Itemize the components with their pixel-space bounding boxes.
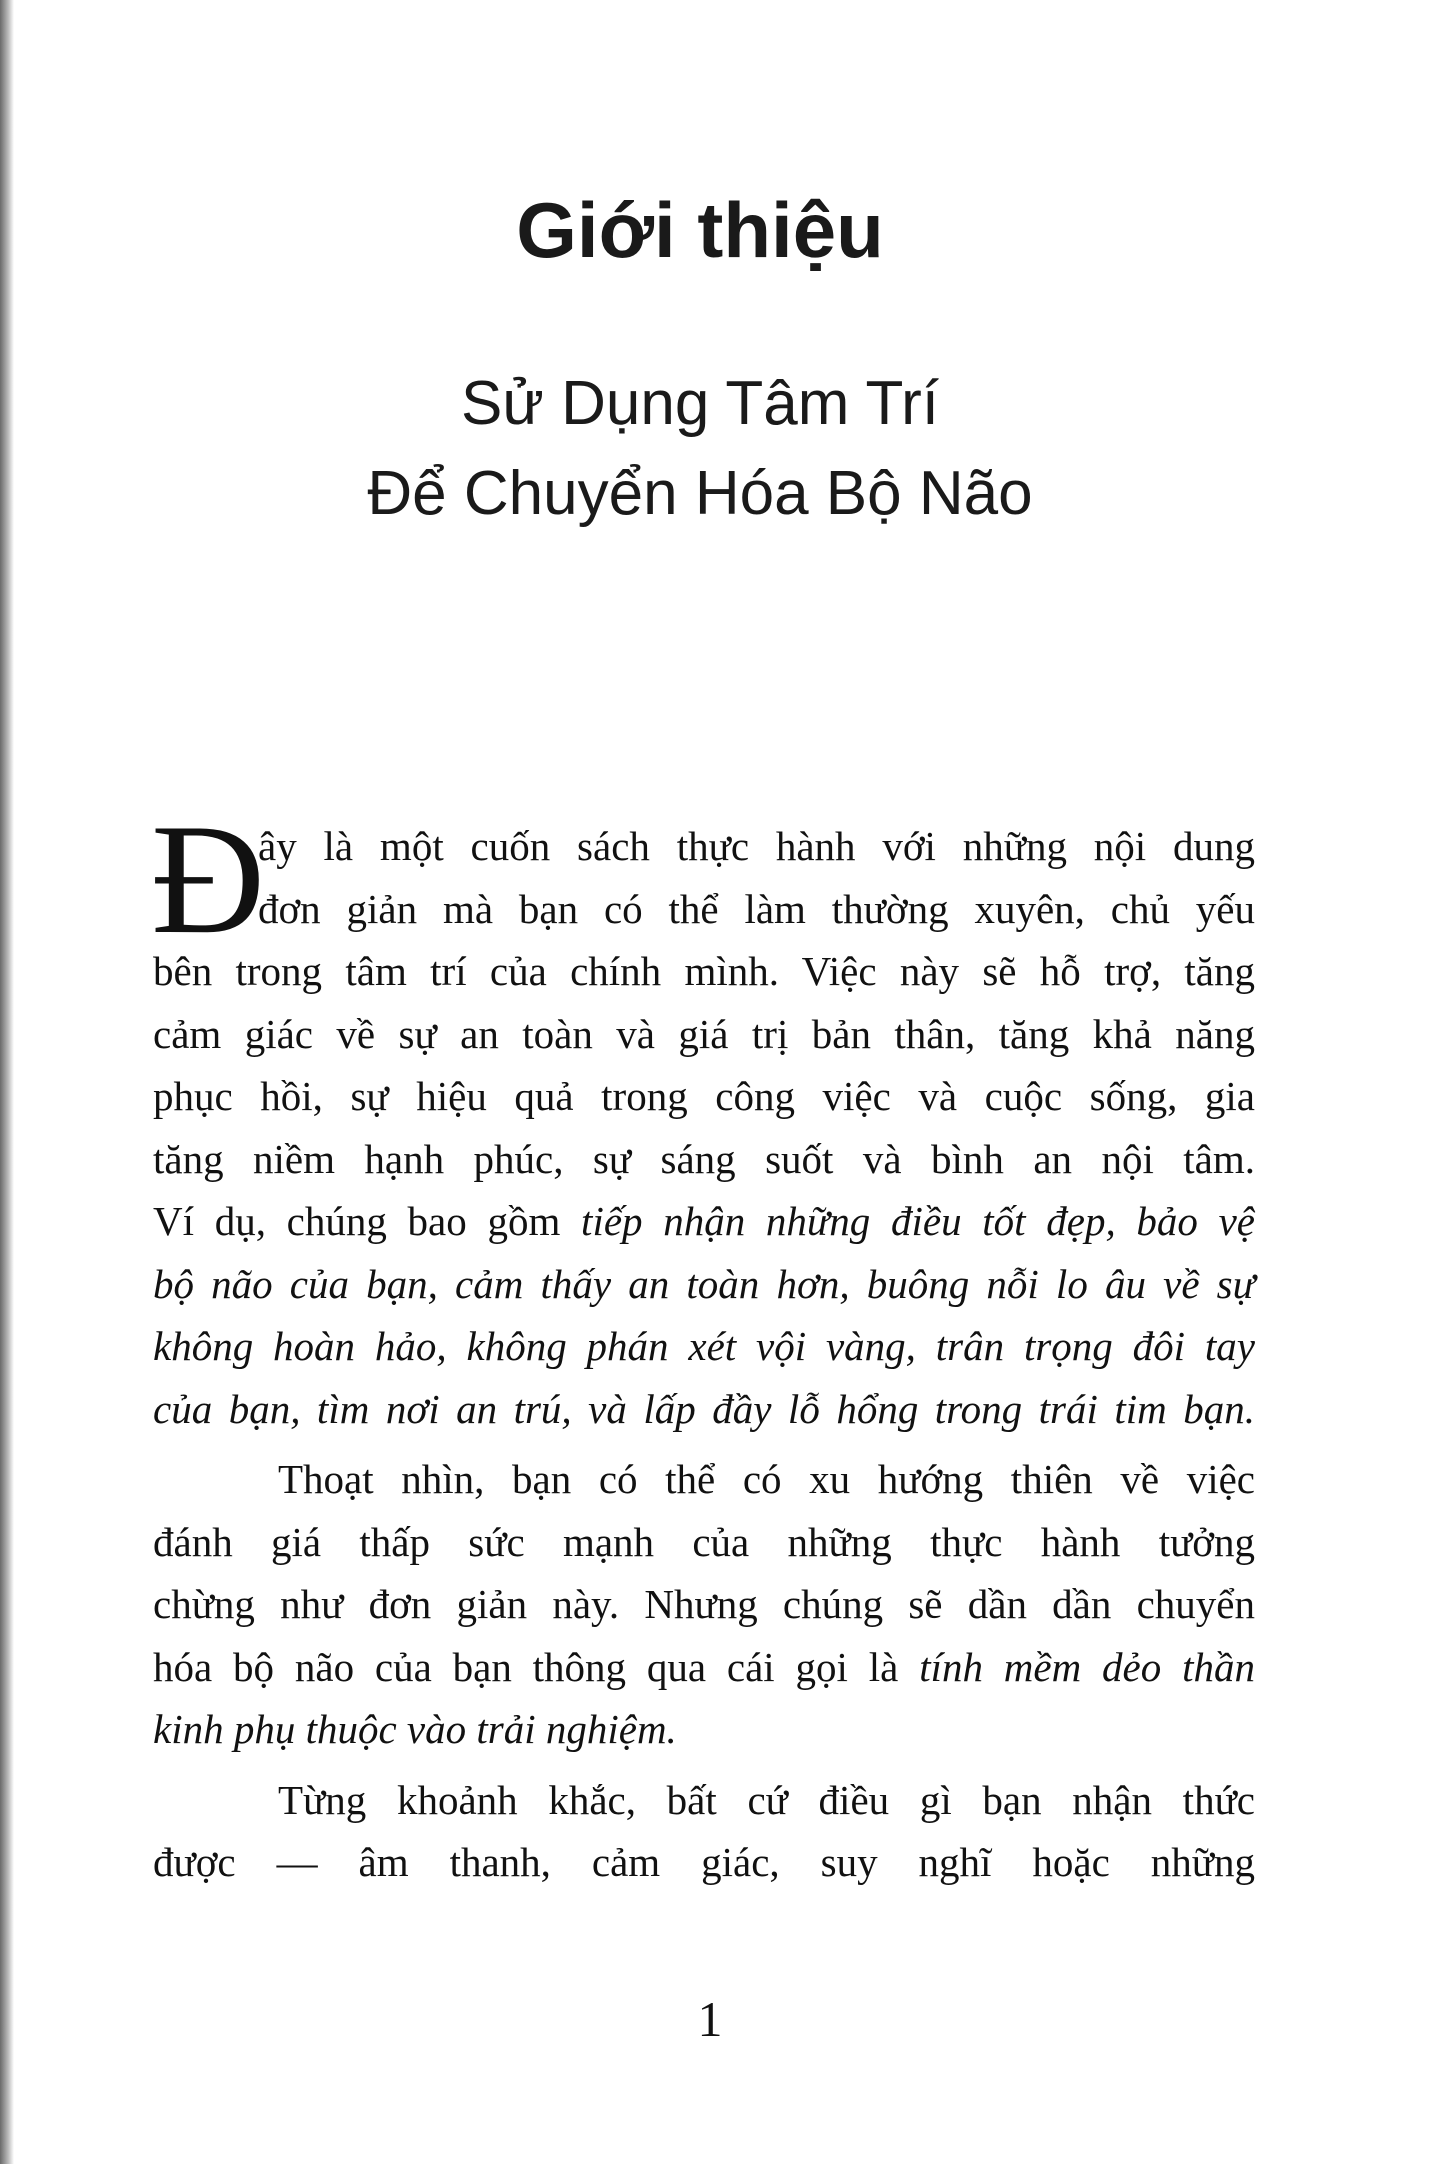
text: cảm giác về sự an toàn và giá trị bản thân, tăng khả năng bbox=[153, 1010, 1255, 1057]
text-line bbox=[153, 1378, 1255, 1441]
text-line bbox=[153, 1831, 1255, 1894]
text: Thoạt nhìn, bạn có thể có xu hướng thiên về việc bbox=[278, 1456, 1255, 1502]
body-text bbox=[151, 792, 1255, 1894]
text: hóa bộ não của bạn thông qua cái gọi là bbox=[153, 1643, 920, 1690]
text-line bbox=[153, 1190, 1255, 1253]
text: Ví dụ, chúng bao gồm bbox=[153, 1198, 582, 1244]
italic-text: của bạn, tìm nơi an trú, và lấp đầy lỗ hổng trong trái tim bạn. bbox=[153, 1385, 1255, 1432]
text: tăng niềm hạnh phúc, sự sáng suốt và bình an nội tâm. bbox=[153, 1135, 1255, 1182]
text-line bbox=[153, 1315, 1255, 1378]
text-line bbox=[153, 1003, 1255, 1066]
chapter-title: Giới thiệu bbox=[516, 186, 884, 274]
italic-text: không hoàn hảo, không phán xét vội vàng, trân trọng đôi tay bbox=[153, 1323, 1255, 1369]
italic-text: tiếp nhận những điều tốt đẹp, bảo vệ bbox=[581, 1198, 1255, 1244]
paragraph bbox=[153, 1448, 1255, 1761]
text: phục hồi, sự hiệu quả trong công việc và cuộc sống, gia bbox=[153, 1073, 1255, 1119]
paragraph bbox=[153, 1769, 1255, 1894]
text-line bbox=[153, 1511, 1255, 1574]
text: bên trong tâm trí của chính mình. Việc này sẽ hỗ trợ, tăng bbox=[153, 948, 1255, 994]
subtitle-line-2: Để Chuyển Hóa Bộ Não bbox=[367, 459, 1033, 528]
italic-text: tính mềm dẻo thần bbox=[919, 1643, 1255, 1690]
paragraph bbox=[153, 815, 1255, 1440]
italic-text: bộ não của bạn, cảm thấy an toàn hơn, buông nỗi lo âu về sự bbox=[153, 1260, 1255, 1307]
text-line bbox=[153, 1698, 1255, 1761]
text-line bbox=[153, 1128, 1255, 1191]
text: đơn giản mà bạn có thể làm thường xuyên, chủ yếu bbox=[258, 885, 1255, 932]
subtitle-line-1: Sử Dụng Tâm Trí bbox=[461, 369, 939, 438]
text: Từng khoảnh khắc, bất cứ điều gì bạn nhận thức bbox=[278, 1776, 1255, 1823]
text-line bbox=[153, 1769, 1255, 1832]
text-line bbox=[153, 1573, 1255, 1636]
text-line bbox=[153, 1065, 1255, 1128]
scan-edge-shadow bbox=[0, 0, 14, 2164]
text-line bbox=[153, 878, 1255, 941]
text-line bbox=[153, 1636, 1255, 1699]
italic-text: kinh phụ thuộc vào trải nghiệm. bbox=[153, 1706, 677, 1752]
text-line bbox=[153, 940, 1255, 1003]
text: chừng như đơn giản này. Nhưng chúng sẽ dần dần chuyển bbox=[153, 1581, 1255, 1627]
drop-cap: Đ bbox=[151, 792, 266, 967]
text: được — âm thanh, cảm giác, suy nghĩ hoặc những bbox=[153, 1839, 1255, 1885]
text: ây là một cuốn sách thực hành với những nội dung bbox=[258, 823, 1255, 869]
text: đánh giá thấp sức mạnh của những thực hành tưởng bbox=[153, 1518, 1255, 1565]
text-line bbox=[153, 815, 1255, 878]
text-line bbox=[153, 1253, 1255, 1316]
page-number: 1 bbox=[697, 1991, 723, 2047]
text-line bbox=[153, 1448, 1255, 1511]
